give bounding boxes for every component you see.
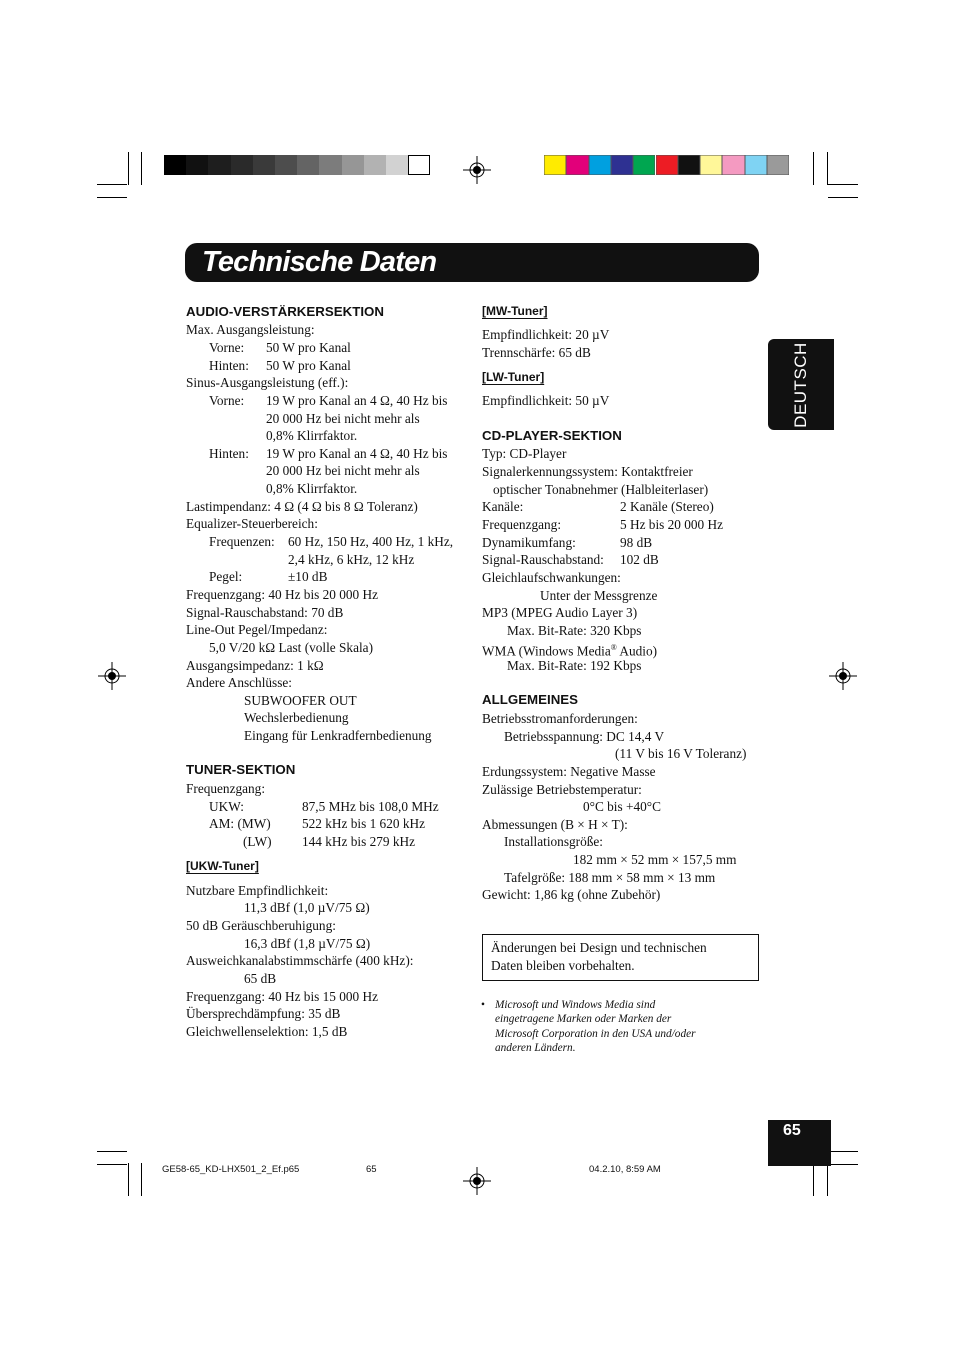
spec-label: Hinten: (209, 358, 249, 373)
note-line: eingetragene Marken oder Marken der (495, 1013, 672, 1025)
language-tab (768, 339, 834, 430)
gray-swatch (275, 155, 297, 175)
color-swatch (700, 155, 722, 175)
spec-label: Hinten: (209, 446, 249, 461)
spec-line: Gleichwellenselektion: 1,5 dB (186, 1024, 348, 1039)
spec-value: 19 W pro Kanal an 4 Ω, 40 Hz bis (266, 446, 448, 461)
color-swatch (656, 155, 678, 175)
spec-value: (11 V bis 16 V Toleranz) (615, 746, 747, 761)
spec-value: 0°C bis +40°C (583, 799, 661, 814)
spec-value: 87,5 MHz bis 108,0 MHz (302, 799, 439, 814)
spec-value: Unter der Messgrenze (540, 588, 658, 603)
footer-datetime: 04.2.10, 8:59 AM (589, 1164, 661, 1175)
spec-line: Nutzbare Empfindlichkeit: (186, 883, 329, 898)
registration-mark-icon (463, 156, 491, 184)
spec-value: 50 W pro Kanal (266, 358, 351, 373)
spec-value: 2 Kanäle (Stereo) (620, 499, 714, 514)
note-line: Microsoft und Windows Media sind (495, 999, 656, 1011)
registration-mark-icon (829, 662, 857, 690)
spec-value: 50 W pro Kanal (266, 340, 351, 355)
spec-value: 102 dB (620, 552, 659, 567)
spec-line: Typ: CD-Player (482, 446, 567, 461)
spec-value: 20 000 Hz bei nicht mehr als (266, 411, 420, 426)
section-heading: TUNER-SEKTION (186, 762, 296, 777)
spec-line: Betriebsspannung: DC 14,4 V (504, 729, 665, 744)
spec-value: 65 dB (244, 971, 277, 986)
gray-swatch (253, 155, 275, 175)
gray-swatch (342, 155, 364, 175)
spec-line: Lastimpendanz: 4 Ω (4 Ω bis 8 Ω Toleranz) (186, 499, 418, 514)
subsection-heading: [MW-Tuner] (482, 304, 548, 318)
spec-label: Vorne: (209, 340, 245, 355)
color-swatch (678, 155, 700, 175)
color-swatch (722, 155, 744, 175)
spec-label: Dynamikumfang: (482, 535, 576, 550)
gray-swatch (297, 155, 319, 175)
spec-line: 50 dB Geräuschberuhigung: (186, 918, 336, 933)
spec-label: AM: (MW) (209, 816, 271, 831)
spec-line: Erdungssystem: Negative Masse (482, 764, 656, 779)
spec-value: SUBWOOFER OUT (244, 693, 357, 708)
spec-label: Frequenzgang: (482, 517, 562, 532)
gray-swatch (386, 155, 408, 175)
spec-value: Max. Bit-Rate: 192 Kbps (507, 658, 642, 673)
spec-value: 522 kHz bis 1 620 kHz (302, 816, 425, 831)
spec-value: 60 Hz, 150 Hz, 400 Hz, 1 kHz, (288, 534, 454, 549)
spec-line: Zulässige Betriebstemperatur: (482, 782, 642, 797)
section-heading: CD-PLAYER-SEKTION (482, 428, 622, 443)
gray-swatch (408, 155, 430, 175)
spec-value: 20 000 Hz bei nicht mehr als (266, 463, 420, 478)
registration-mark-icon (98, 662, 126, 690)
note-line: anderen Ländern. (495, 1042, 576, 1054)
gray-swatch (319, 155, 341, 175)
wma-label-end: Audio) (616, 643, 658, 659)
notice-line: Daten bleiben vorbehalten. (491, 958, 635, 973)
language-tab-label: DEUTSCH (791, 341, 810, 428)
spec-line: MP3 (MPEG Audio Layer 3) (482, 605, 638, 620)
spec-line: Ausgangsimpedanz: 1 kΩ (186, 658, 324, 673)
spec-line: Andere Anschlüsse: (186, 675, 292, 690)
spec-line: Frequenzgang: 40 Hz bis 15 000 Hz (186, 989, 379, 1004)
spec-line: optischer Tonabnehmer (Halbleiterlaser) (493, 482, 709, 497)
spec-line: Sinus-Ausgangsleistung (eff.): (186, 375, 349, 390)
notice-box (482, 934, 759, 981)
spec-line: Tafelgröße: 188 mm × 58 mm × 13 mm (504, 870, 716, 885)
spec-label: Frequenzen: (209, 534, 275, 549)
gray-swatch (164, 155, 186, 175)
spec-value: 98 dB (620, 535, 653, 550)
bullet: • (481, 999, 485, 1011)
spec-value: 5 Hz bis 20 000 Hz (620, 517, 724, 532)
spec-label: Kanäle: (482, 499, 524, 514)
spec-label: (LW) (243, 834, 272, 849)
spec-line: Empfindlichkeit: 50 µV (482, 393, 610, 408)
spec-label: Pegel: (209, 569, 243, 584)
color-swatch (633, 155, 655, 175)
registration-mark-icon (463, 1167, 491, 1195)
gray-swatch (231, 155, 253, 175)
spec-value: 2,4 kHz, 6 kHz, 12 kHz (288, 552, 415, 567)
page-title: Technische Daten (202, 246, 437, 278)
spec-line: Übersprechdämpfung: 35 dB (186, 1006, 341, 1021)
color-swatch (767, 155, 789, 175)
spec-line: Abmessungen (B × H × T): (482, 817, 628, 832)
color-swatch (745, 155, 767, 175)
spec-value: ±10 dB (288, 569, 328, 584)
spec-line: Frequenzgang: 40 Hz bis 20 000 Hz (186, 587, 379, 602)
spec-value: Eingang für Lenkradfernbedienung (244, 728, 432, 743)
gray-swatch (208, 155, 230, 175)
page-number-box (768, 1120, 831, 1166)
spec-line: Trennschärfe: 65 dB (482, 345, 591, 360)
registered-mark: ® (610, 643, 617, 652)
title-banner (185, 243, 759, 282)
spec-value: Max. Bit-Rate: 320 Kbps (507, 623, 642, 638)
spec-line: Betriebsstromanforderungen: (482, 711, 638, 726)
spec-label: Installationsgröße: (504, 834, 603, 849)
footer-page: 65 (366, 1164, 377, 1175)
gray-swatch (364, 155, 386, 175)
spec-label: Vorne: (209, 393, 245, 408)
spec-line: Equalizer-Steuerbereich: (186, 516, 318, 531)
color-swatch (544, 155, 566, 175)
spec-value: 0,8% Klirrfaktor. (266, 481, 358, 496)
spec-value: 0,8% Klirrfaktor. (266, 428, 358, 443)
spec-line: Line-Out Pegel/Impedanz: (186, 622, 328, 637)
spec-line: Ausweichkanalabstimmschärfe (400 kHz): (186, 953, 414, 968)
color-swatch (589, 155, 611, 175)
spec-value: 144 kHz bis 279 kHz (302, 834, 416, 849)
spec-label: UKW: (209, 799, 244, 814)
section-heading: AUDIO-VERSTÄRKERSEKTION (186, 304, 384, 319)
notice-line: Änderungen bei Design und technischen (491, 940, 707, 955)
spec-value: Wechslerbedienung (244, 710, 349, 725)
section-heading: ALLGEMEINES (482, 692, 579, 707)
spec-line: Signalerkennungssystem: Kontaktfreier (482, 464, 693, 479)
color-swatch (611, 155, 633, 175)
spec-value: 16,3 dBf (1,8 µV/75 Ω) (244, 936, 371, 951)
footer-filename: GE58-65_KD-LHX501_2_Ef.p65 (162, 1164, 300, 1175)
gray-swatch (186, 155, 208, 175)
subsection-heading: [UKW-Tuner] (186, 859, 259, 873)
spec-value: 19 W pro Kanal an 4 Ω, 40 Hz bis (266, 393, 448, 408)
spec-label: Signal-Rauschabstand: (482, 552, 604, 567)
spec-line: Max. Ausgangsleistung: (186, 322, 315, 337)
subsection-heading: [LW-Tuner] (482, 370, 545, 384)
spec-line: Signal-Rauschabstand: 70 dB (186, 605, 344, 620)
spec-value: 182 mm × 52 mm × 157,5 mm (573, 852, 737, 867)
page-number: 65 (783, 1122, 801, 1139)
color-swatch (566, 155, 588, 175)
spec-value: 5,0 V/20 kΩ Last (volle Skala) (209, 640, 374, 655)
spec-line: Empfindlichkeit: 20 µV (482, 327, 610, 342)
spec-value: 11,3 dBf (1,0 µV/75 Ω) (244, 900, 370, 915)
spec-line: Gewicht: 1,86 kg (ohne Zubehör) (482, 887, 661, 902)
spec-line: Frequenzgang: (186, 781, 266, 796)
note-line: Microsoft Corporation in den USA und/oder (495, 1028, 696, 1040)
spec-line: Gleichlaufschwankungen: (482, 570, 621, 585)
wma-label: WMA (Windows Media (482, 643, 611, 659)
